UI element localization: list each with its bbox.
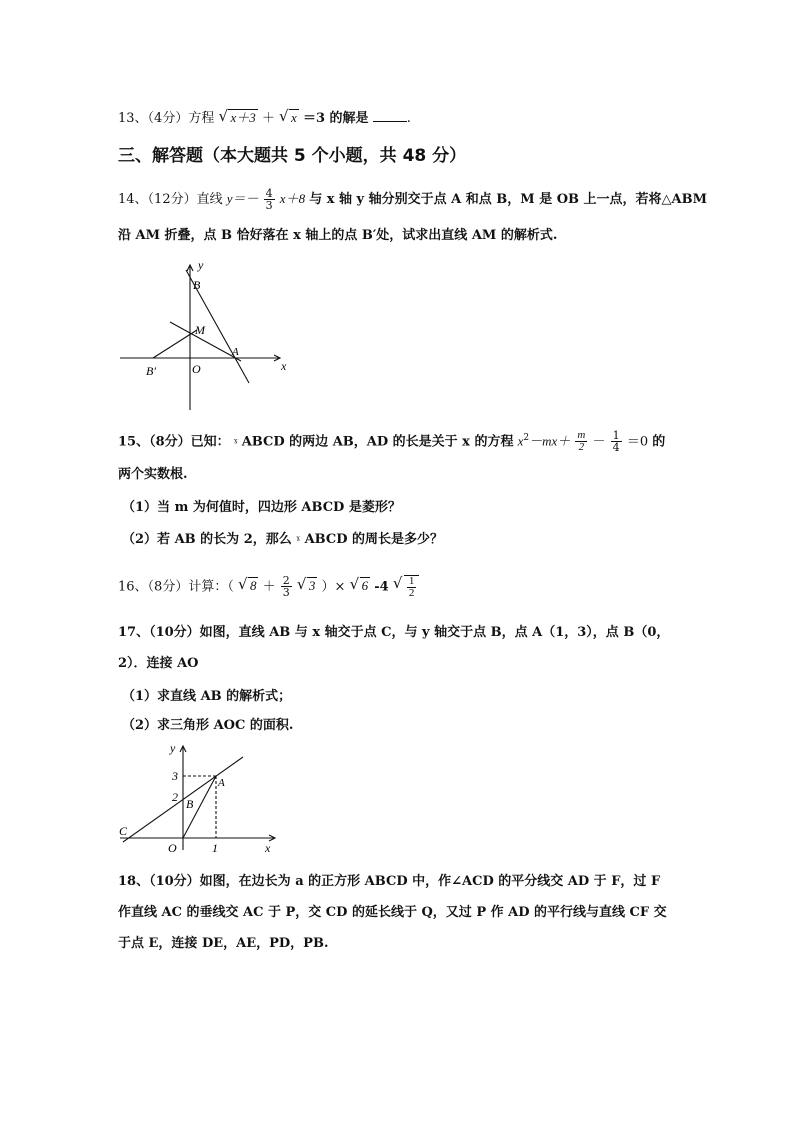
section-heading: 三、解答题（本大题共 5 个小题，共 48 分） [118,146,467,166]
q17-label-x: x [265,841,271,855]
q13-equals: ＝3 的解是 [302,111,369,126]
question-17-sub-2: （2）求三角形 AOC 的面积. [122,718,294,733]
q14-label-B: B [193,278,201,292]
q17-label-3: 3 [172,769,178,783]
q15-fraction-1: $\frac{m}{2}$ [577,429,586,454]
q14-label-y: y [198,258,204,272]
q15-fraction-2: $\frac{1}{4}$ [612,429,620,455]
question-15-line-1: 15、（8分）已知： ˠ ABCD 的两边 AB，AD 的长是关于 x 的方程 $x^2-mx+$ $\frac{m}{2}$ － $\frac{1}{4}$ ＝0 的 [118,429,666,455]
q17-label-C: C [119,824,128,838]
q13-sqrt-2: √ x [280,108,299,129]
answer-blank[interactable] [373,109,407,122]
question-16: 16、（8分）计算：（ √ 8 ＋ $\frac{2}{3}$ √ 3 ）× √ 6 -4 √ $\frac{1}{2}$ [118,575,419,599]
question-14-line-1: 14、（12分）直线 y＝－ $\frac{4}{3}$ x＋8 与 x 轴 y 轴分别交于点 A 和点 B，M 是 OB 上一点，若将△ABM [118,187,708,212]
q17-label-O: O [168,841,177,855]
question-13: 13、（4分）方程 √ x＋3 ＋ √ x ＝3 的解是 . [118,108,411,129]
q14-label-Bp: B′ [146,364,156,378]
question-15-line-2: 两个实数根. [118,467,188,482]
q14-coordinate-figure [115,255,295,415]
q17-coordinate-figure [115,738,285,860]
q16-sqrt-half: √ $\frac{1}{2}$ [394,575,420,599]
question-15-sub-1: （1）当 m 为何值时，四边形 ABCD 是菱形？ [122,500,401,515]
q14-label-x: x [281,359,287,373]
question-18-line-2: 作直线 AC 的垂线交 AC 于 P，交 CD 的延长线于 Q，又过 P 作 AD 的平行线与直线 CF 交 [118,905,667,920]
q17-label-B: B [186,797,194,811]
question-17-sub-1: （1）求直线 AB 的解析式； [122,689,292,704]
q17-label-y: y [170,741,176,755]
question-17-line-1: 17、（10分）如图，直线 AB 与 x 轴交于点 C，与 y 轴交于点 B，点 A（1，3），点 B（0， [118,625,670,640]
q14-label-O: O [192,362,201,376]
q14-fraction: $\frac{4}{3}$ [265,187,273,212]
q16-sqrt-3: √ 3 [298,576,318,597]
q17-label-A: A [218,777,225,789]
q13-number: 13、（4分）方程 [118,111,215,126]
q13-sqrt-1: √ x＋3 [219,108,257,129]
question-17-line-2: 2）．连接 AO [118,656,199,671]
q16-fraction: $\frac{2}{3}$ [282,574,290,600]
q16-sqrt-8: √ 8 [239,576,259,597]
q16-sqrt-6: √ 6 [351,576,371,597]
question-18-line-3: 于点 E，连接 DE，AE，PD，PB. [118,936,329,951]
q14-label-A: A [232,346,239,358]
q17-label-1: 1 [212,841,218,855]
q14-label-M: M [195,323,205,337]
q17-label-2: 2 [172,790,178,804]
question-18-line-1: 18、（10分）如图，在边长为 a 的正方形 ABCD 中，作∠ACD 的平分线交 AD 于 F，过 F [118,874,661,889]
q14-line-AM [170,322,241,361]
question-15-sub-2: （2）若 AB 的长为 2，那么 ˠ ABCD 的周长是多少？ [122,532,444,547]
parallelogram-symbol: ˠ [233,437,238,449]
question-14-line-2: 沿 AM 折叠，点 B 恰好落在 x 轴上的点 B′处，试求出直线 AM 的解析式. [118,228,558,243]
